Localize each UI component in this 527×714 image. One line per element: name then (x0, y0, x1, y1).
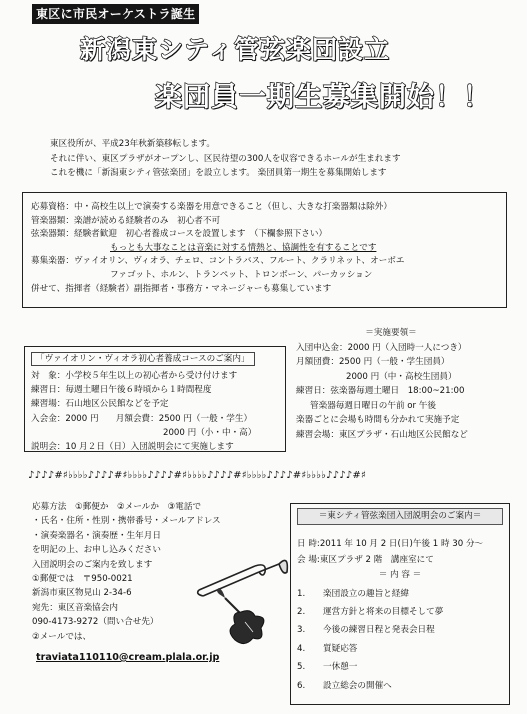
main-title: 新潟東シティ管弦楽団設立 (80, 35, 391, 64)
apply-line: ・演奏楽器名・演奏歴・生年月日 (32, 530, 161, 541)
passion-note: もっとも大事なことは音楽に対する情熱と、協調性を有することです (110, 242, 377, 253)
staff-note: 併せて、指揮者（経験者）副指揮者・事務方・マネージャーも募集しています (31, 283, 332, 294)
intro-line: それに伴い、東区プラザがオープンし、区民待望の300人を収容できるホールが生まれます (50, 153, 401, 164)
agenda-heading: ＝ 内 容 ＝ (378, 570, 422, 581)
instruments-illustration (195, 550, 290, 650)
violin-icon (217, 588, 264, 644)
beginner-briefing: 説明会：10 月２日（日）入団説明会にて実施します (31, 442, 234, 453)
agenda-item: 1. 楽団設立の趣旨と経緯 (297, 588, 409, 599)
instruments-list-2: ファゴット、ホルン、トランペット、トロンボーン、パーカッション (110, 269, 373, 280)
instruments-list: ヴァイオリン、ヴィオラ、チェロ、コントラバス、フルート、クラリネット、オーボエ (73, 256, 405, 267)
beginner-target: 対 象：小学校５年生以上の初心者から受け付けます (31, 371, 238, 381)
apply-line: ②メールでは、 (32, 631, 92, 642)
wind-label: 管楽器類： (31, 215, 74, 226)
intro-line: 東区役所が、平成23年秋新築移転します。 (50, 139, 215, 149)
music-notes-divider: ♪♪♪♪#♯♭♭♭♭♪♪♪♪#♯♭♭♭♭♪♪♪♪#♯♭♭♭♭♪♪♪♪#♯♭♭♭♭♪♪♪♪#♯♭♭♭♭♪♪♪♪#♯ (28, 470, 367, 481)
agenda-item: 3. 今後の練習日程と発表会日程 (297, 625, 435, 636)
apply-line: を明記の上、お申し込みください (32, 545, 161, 556)
string-label: 弦楽器類： (31, 229, 74, 240)
apply-line: 入団説明会のご案内を致します (32, 559, 153, 570)
qualification-label: 応募資格： (31, 202, 74, 212)
practice-day: 練習日：弦楽器毎週土曜日 18:00~21:00 (296, 386, 465, 396)
apply-line: 応募方法 ①郵便か ②メールか ③電話で (32, 502, 202, 512)
beginner-practice: 練習日：毎週土曜日午後６時頃から１時間程度 (31, 385, 212, 396)
briefing-box (290, 503, 510, 705)
apply-line: 090-4173-9272（問い合せ先） (32, 617, 159, 628)
apply-line: 新潟市東区物見山 2-34-6 (32, 588, 132, 599)
practice-place: 練習会場：東区プラザ・石山地区公民館など (296, 429, 468, 440)
beginner-heading: 「ヴァイオリン・ヴィオラ初心者養成コースのご案内」 (31, 352, 255, 366)
beginner-course-box (24, 346, 286, 452)
agenda-item: 6. 設立総会の開催へ (297, 680, 392, 691)
monthly-fee: 月額団費：2500 円（一般・学生団員） (296, 357, 450, 367)
wind-text: 楽譜が読める経験者のみ 初心者不可 (73, 215, 221, 226)
qualification-text: 中・高校生以上で演奏する楽器を用意できること（但し、大きな打楽器類は除外） (73, 202, 392, 212)
beginner-place: 練習場：石山地区公民館などを予定 (31, 399, 169, 410)
qualifications-box (22, 192, 507, 308)
entry-fee: 入団申込金：2000 円（入団時一人につき） (296, 342, 467, 353)
briefing-venue: 会 場:東区プラザ 2 階 講座室にて (297, 554, 434, 565)
agenda-item: 2. 運営方針と将来の目標そして夢 (297, 607, 444, 618)
beginner-fee: 入会金：2000 円 月額会費：2500 円（一般・学生） (31, 413, 253, 424)
string-text: 経験者歓迎 初心者養成コースを設置します （下欄参照下さい） (73, 229, 328, 240)
apply-line: ・氏名・住所・性別・携帯番号・メールアドレス (32, 516, 221, 527)
practice-day-3: 楽器ごとに会場も時間も分かれて実施予定 (296, 415, 460, 425)
briefing-date: 日 時:2011 年 10 月 2 日(日)午後 1 時 30 分～ (297, 539, 484, 550)
sub-title: 楽団員一期生募集開始！！ (155, 82, 491, 113)
trombone-icon (198, 560, 288, 596)
email-link[interactable]: traviata110110@cream.plala.or.jp (36, 652, 220, 663)
instruments-label: 募集楽器： (31, 256, 74, 267)
agenda-item: 5. 一休憩一 (297, 662, 358, 673)
requirements-section (296, 326, 516, 442)
apply-line: ①郵便では 〒950-0021 (32, 574, 133, 585)
headline-banner: 東区に市民オーケストラ誕生 (32, 4, 199, 24)
requirements-heading: ＝実施要領＝ (365, 328, 417, 338)
briefing-heading: ＝東シティ管弦楽団入団説明会のご案内＝ (297, 508, 503, 525)
agenda-item: 4. 質疑応答 (297, 643, 358, 654)
practice-day-2: 管楽器毎週日曜日の午前 or 午後 (310, 400, 436, 411)
apply-line: 宛先：東区音楽協会内 (32, 602, 118, 613)
beginner-fee-2: 2000 円（小・中・高） (163, 427, 257, 438)
monthly-fee-2: 2000 円（中・高校生団員） (346, 371, 457, 382)
intro-text (50, 137, 401, 181)
intro-line: これを機に「新潟東シティ管弦楽団」を設立します。 楽団員第一期生を募集開始します (50, 168, 387, 178)
